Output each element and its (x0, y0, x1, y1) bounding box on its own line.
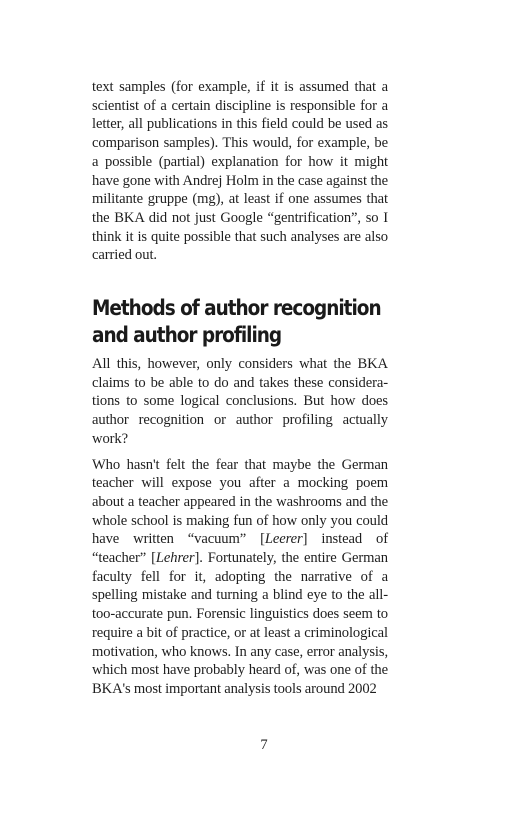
paragraph-3-text-3: ]. Fortunately, the entire German faculty fell for it, adopting the narrative of a spelling mistake and turning a blind eye to the all-too-accurate pun. Forensic linguistics does seem to require a bit of practice, or at least a criminological motivation, who knows. In any case, error analysis, which most have probably heard of, was one of the BKA's most important analysis tools around 2002 (92, 550, 388, 697)
paragraph-1: text samples (for example, if it is assumed that a scientist of a certain discipline is responsible for a letter, all publications in this field could be used as comparison samples). This would, for example, be a possible (partial) explanation for how it might have gone with Andrej Holm in the case against the militante gruppe (mg), at least if one assumes that the BKA did not just Google “gentrification”, so I think it is quite possible that such analyses are also carried out. (92, 79, 388, 264)
italic-word-leerer: Leerer (264, 531, 303, 548)
section-heading: Methods of author recognition and author profiling (92, 296, 381, 349)
paragraph-3 (92, 456, 388, 699)
page-body (92, 78, 388, 699)
paragraph-2: All this, however, only considers what the BKA claims to be able to do and takes these considera-tions to some logical conclusions. But how does author recognition or author profiling actually work? (92, 356, 388, 447)
paragraph-3-text-1: Who hasn't felt the fear that maybe the German teacher will expose you after a mocking poem about a teacher appeared in the washrooms and the whole school is making fun of how only you could have written “vacuum” [ (92, 456, 388, 548)
italic-word-lehrer: Lehrer (155, 550, 195, 567)
page-number: 7 (260, 737, 268, 753)
paragraph-3-text-2: ] instead of “teacher” [ (92, 531, 388, 567)
